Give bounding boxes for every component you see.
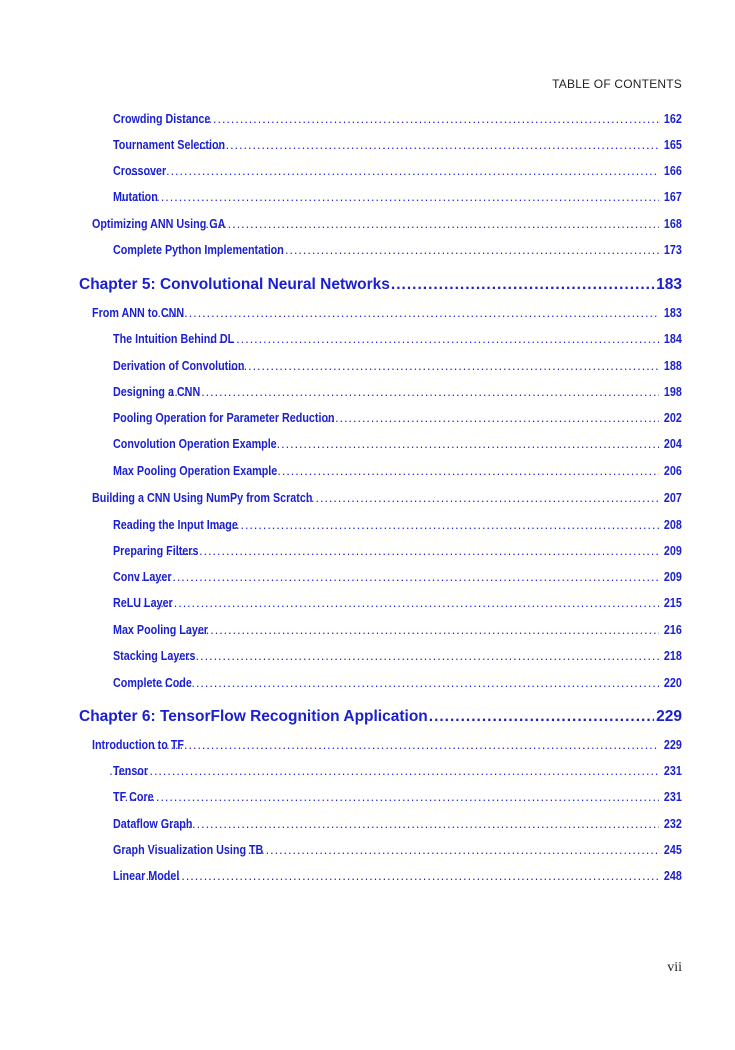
toc-entry-page: 188 [664, 359, 682, 373]
dot-leader [138, 596, 659, 610]
dot-leader [214, 518, 660, 532]
toc-entry-page: 183 [656, 276, 682, 293]
dot-leader [259, 437, 659, 451]
toc-entry-linear-model[interactable] [113, 869, 682, 885]
toc-entry-stacking-layers[interactable] [113, 649, 682, 665]
toc-entry-page: 218 [664, 649, 682, 663]
running-header: TABLE OF CONTENTS [552, 77, 682, 91]
toc-entry-title: Introduction to TF [92, 738, 184, 752]
toc-entry-page: 232 [664, 817, 682, 831]
toc-entry-page: 216 [664, 623, 682, 637]
dot-leader [168, 544, 659, 558]
toc-entry-title: Max Pooling Operation Example [113, 464, 278, 478]
toc-entry-page: 220 [664, 676, 682, 690]
toc-entry-page: 206 [664, 464, 682, 478]
toc-entry-title: Crowding Distance [113, 112, 211, 126]
dot-leader [146, 869, 660, 883]
toc-entry-page: 183 [664, 306, 682, 320]
toc-entry-graph-visualization-tb[interactable] [113, 843, 682, 859]
toc-entry-page: 208 [664, 518, 682, 532]
dot-leader [153, 738, 659, 752]
toc-entry-tf-core[interactable] [113, 790, 682, 806]
toc-entry-complete-code[interactable] [113, 676, 682, 692]
toc-entry-title: Tensor [113, 764, 149, 778]
toc-entry-max-pooling-layer[interactable] [113, 623, 682, 639]
toc-entry-page: 231 [664, 790, 682, 804]
dot-leader [164, 649, 659, 663]
toc-entry-preparing-filters[interactable] [113, 544, 682, 560]
dot-leader [326, 411, 659, 425]
toc-entry-title: Designing a CNN [113, 385, 201, 399]
toc-entry-page: 209 [664, 570, 682, 584]
dot-leader [391, 276, 654, 294]
dot-leader [429, 708, 654, 726]
toc-entry-title: Complete Code [113, 676, 192, 690]
toc-entry-page: 198 [664, 385, 682, 399]
toc-entry-chapter-5[interactable] [79, 276, 682, 296]
toc-entry-title: Complete Python Implementation [113, 243, 284, 257]
page-number: vii [667, 960, 682, 975]
toc-entry-tensor[interactable] [113, 764, 682, 780]
toc-entry-max-pooling-operation-example[interactable] [113, 464, 682, 480]
toc-chapter-title: Chapter 5: Convolutional Neural Networks [79, 276, 390, 293]
toc-entry-page: 168 [664, 217, 682, 231]
toc-entry-crowding-distance[interactable] [113, 112, 682, 128]
dot-leader [260, 464, 660, 478]
toc-entry-page: 202 [664, 411, 682, 425]
toc-entry-pooling-operation[interactable] [113, 411, 682, 427]
toc-entry-title: Conv Layer [113, 570, 172, 584]
toc-entry-title: Crossover [113, 164, 167, 178]
dot-leader [170, 385, 659, 399]
toc-entry-introduction-to-tf[interactable] [92, 738, 682, 754]
dot-leader [153, 306, 659, 320]
toc-entry-title: Mutation [113, 190, 158, 204]
toc-entry-title: Graph Visualization Using TB [113, 843, 264, 857]
toc-entry-title: Pooling Operation for Parameter Reduction [113, 411, 335, 425]
toc-entry-page: 162 [664, 112, 682, 126]
dot-leader [243, 843, 659, 857]
toc-entry-page: 229 [656, 708, 682, 725]
toc-entry-mutation[interactable] [113, 190, 682, 206]
toc-entry-page: 207 [664, 491, 682, 505]
toc-entry-title: Preparing Filters [113, 544, 199, 558]
toc-entry-chapter-6[interactable] [79, 708, 682, 728]
dot-leader [201, 217, 659, 231]
dot-leader [267, 243, 659, 257]
dot-leader [209, 332, 659, 346]
toc-entry-intuition-behind-dl[interactable] [113, 332, 682, 348]
dot-leader [302, 491, 659, 505]
toc-entry-page: 204 [664, 437, 682, 451]
toc-entry-title: Reading the Input Image [113, 518, 238, 532]
toc-entry-tournament-selection[interactable] [113, 138, 682, 154]
toc-entry-page: 184 [664, 332, 682, 346]
toc-entry-title: Dataflow Graph [113, 817, 193, 831]
toc-entry-crossover[interactable] [113, 164, 682, 180]
toc-entry-title: ReLU Layer [113, 596, 173, 610]
toc-entry-conv-layer[interactable] [113, 570, 682, 586]
toc-entry-page: 245 [664, 843, 682, 857]
toc-entry-title: The Intuition Behind DL [113, 332, 235, 346]
dot-leader [179, 623, 659, 637]
toc-entry-title: From ANN to CNN [92, 306, 185, 320]
toc-entry-page: 166 [664, 164, 682, 178]
toc-entry-title: Tournament Selection [113, 138, 226, 152]
toc-entry-from-ann-to-cnn[interactable] [92, 306, 682, 322]
toc-chapter-title: Chapter 6: TensorFlow Recognition Application [79, 708, 428, 725]
toc-entry-page: 165 [664, 138, 682, 152]
dot-leader [160, 676, 659, 690]
toc-entry-page: 229 [664, 738, 682, 752]
dot-leader [161, 817, 659, 831]
toc-entry-title: Convolution Operation Example [113, 437, 277, 451]
toc-entry-convolution-operation-example[interactable] [113, 437, 682, 453]
toc-entry-page: 209 [664, 544, 682, 558]
toc-entry-title: Optimizing ANN Using GA [92, 217, 226, 231]
toc-entry-designing-a-cnn[interactable] [113, 385, 682, 401]
toc-entry-title: Building a CNN Using NumPy from Scratch [92, 491, 313, 505]
dot-leader [221, 359, 659, 373]
dot-leader [109, 764, 659, 778]
toc-entry-derivation-of-convolution[interactable] [113, 359, 682, 375]
toc-entry-page: 248 [664, 869, 682, 883]
toc-entry-page: 215 [664, 596, 682, 610]
dot-leader [130, 164, 659, 178]
dot-leader [199, 138, 659, 152]
toc-entry-title: TF Core [113, 790, 154, 804]
toc-entry-title: Derivation of Convolution [113, 359, 245, 373]
toc-entry-page: 167 [664, 190, 682, 204]
toc-entry-dataflow-graph[interactable] [113, 817, 682, 833]
toc-entry-title: Stacking Layers [113, 649, 196, 663]
dot-leader [137, 570, 660, 584]
toc-entry-reading-input-image[interactable] [113, 518, 682, 534]
dot-leader [121, 190, 660, 204]
toc-entry-building-cnn-numpy[interactable] [92, 491, 682, 507]
dot-leader [116, 790, 659, 804]
toc-entry-relu-layer[interactable] [113, 596, 682, 612]
toc-entry-title: Linear Model [113, 869, 180, 883]
toc-entry-page: 231 [664, 764, 682, 778]
toc-entry-optimizing-ann-using-ga[interactable] [92, 217, 682, 233]
dot-leader [182, 112, 659, 126]
toc-entry-title: Max Pooling Layer [113, 623, 208, 637]
toc-entry-page: 173 [664, 243, 682, 257]
toc-entry-complete-python-implementation[interactable] [113, 243, 682, 259]
